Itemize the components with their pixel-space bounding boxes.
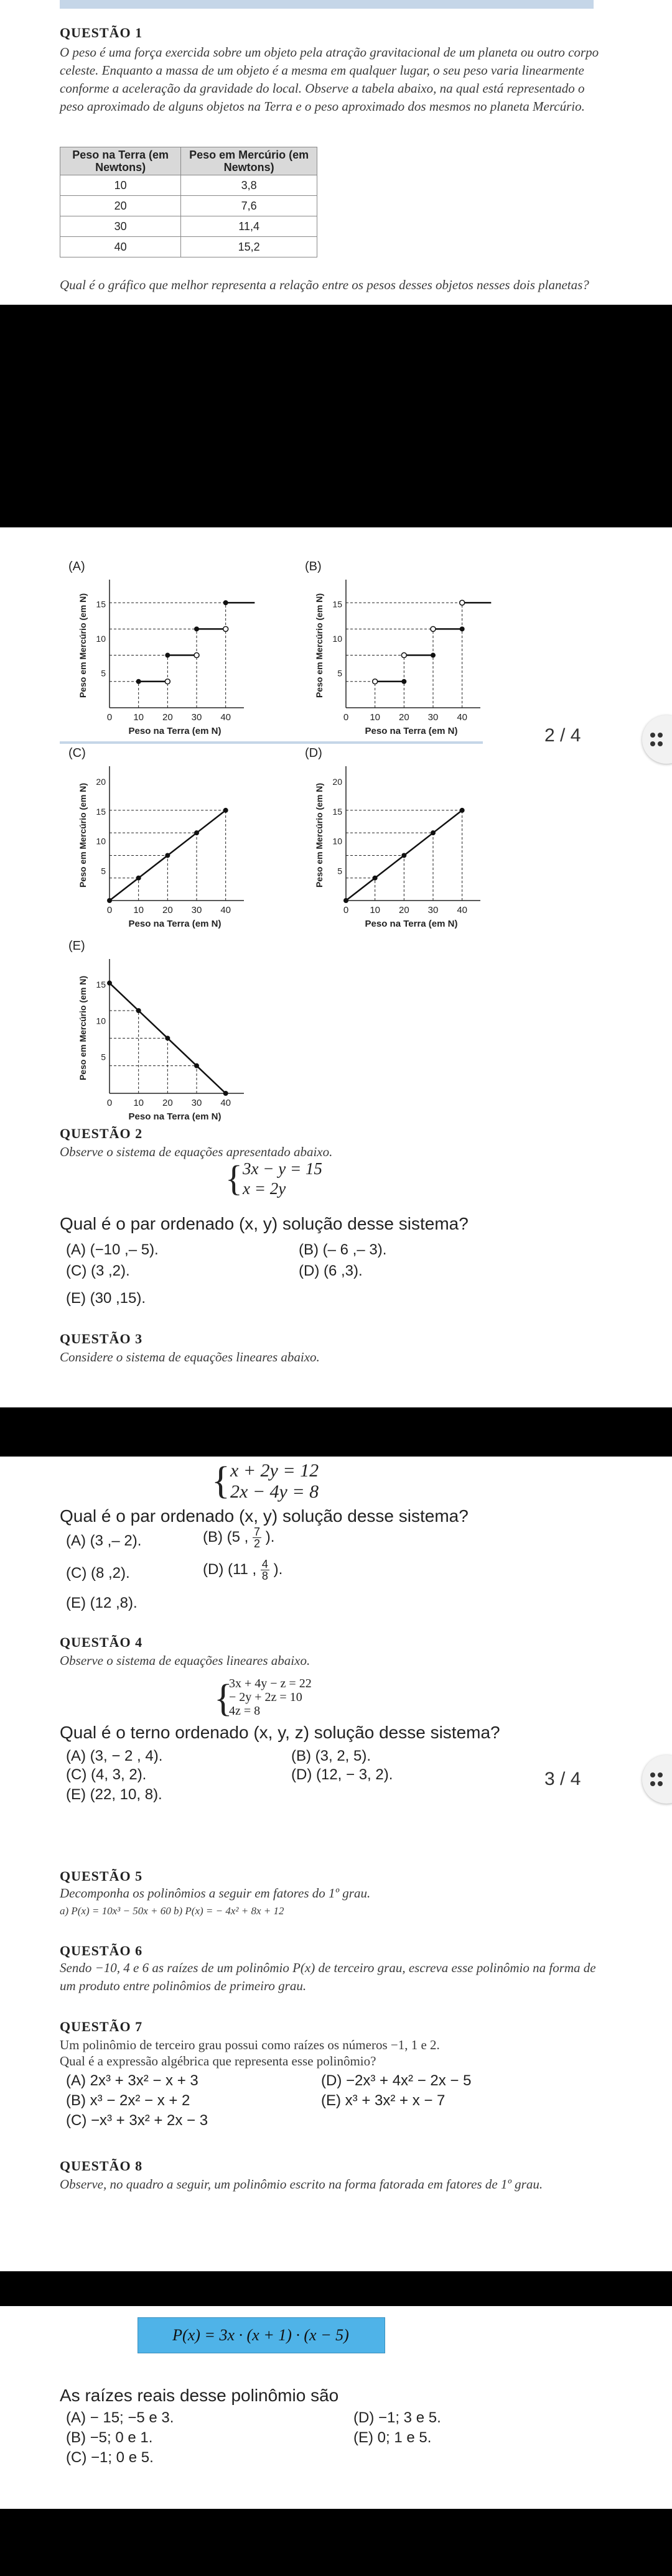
table-cell: 30 xyxy=(60,216,181,237)
graph-a xyxy=(60,565,284,745)
y-tick-label: 20 xyxy=(96,777,106,787)
data-point xyxy=(165,853,170,858)
table-row xyxy=(60,216,317,237)
x-tick-label: 40 xyxy=(457,905,468,915)
q3-option-a[interactable]: (A) (3 ,– 2). xyxy=(66,1532,142,1549)
table-cell: 7,6 xyxy=(181,196,317,216)
q2-option-d[interactable]: (D) (6 ,3). xyxy=(299,1263,363,1279)
graph-label-d: (D) xyxy=(305,746,322,760)
x-tick-label: 30 xyxy=(191,712,202,723)
q8-option-c[interactable]: (C) −1; 0 e 5. xyxy=(66,2449,154,2466)
closed-endpoint xyxy=(401,679,406,684)
q2-option-a[interactable]: (A) (−10 ,– 5). xyxy=(66,1241,159,1258)
x-tick-label: 10 xyxy=(133,905,144,915)
data-point xyxy=(460,808,465,813)
x-tick-label: 30 xyxy=(427,905,439,915)
q7-option-e[interactable]: (E) x³ + 3x² + x − 7 xyxy=(321,2092,446,2109)
y-tick-label: 5 xyxy=(337,866,342,876)
table-row xyxy=(60,175,317,196)
q7-option-a[interactable]: (A) 2x³ + 3x² − x + 3 xyxy=(66,2072,198,2089)
x-tick-label: 30 xyxy=(191,1098,202,1108)
data-point xyxy=(401,853,406,858)
x-axis-label: Peso na Terra (em N) xyxy=(365,919,458,929)
page-indicator: 2 / 4 xyxy=(544,725,581,746)
y-tick-label: 10 xyxy=(96,1016,106,1026)
table-header-mercury: Peso em Mercúrio (em Newtons) xyxy=(181,147,317,175)
x-tick-label: 30 xyxy=(427,712,439,723)
x-tick-label: 0 xyxy=(106,1098,113,1108)
x-tick-label: 0 xyxy=(343,712,349,723)
x-tick-label: 10 xyxy=(133,1098,144,1108)
closed-endpoint xyxy=(431,653,436,658)
q1-heading: QUESTÃO 1 xyxy=(60,25,143,40)
page-segment-1 xyxy=(0,0,672,305)
x-axis-label: Peso na Terra (em N) xyxy=(128,919,222,929)
q5-heading: QUESTÃO 5 xyxy=(60,1868,143,1884)
q4-eq1: 3x + 4y − z = 22 xyxy=(229,1677,312,1690)
table-header-earth: Peso na Terra (em Newtons) xyxy=(60,147,181,175)
y-axis-label: Peso em Mercúrio (em N) xyxy=(78,782,88,888)
q4-eq3: 4z = 8 xyxy=(229,1704,261,1718)
x-tick-label: 40 xyxy=(220,712,231,723)
data-point xyxy=(107,898,112,903)
q2-intro: Observe o sistema de equações apresentado abaixo. xyxy=(60,1144,333,1159)
q2-eq2: x = 2y xyxy=(243,1179,286,1198)
q3-option-c[interactable]: (C) (8 ,2). xyxy=(66,1565,130,1582)
weight-table xyxy=(60,147,317,257)
x-tick-label: 20 xyxy=(162,905,173,915)
data-point xyxy=(165,1035,170,1040)
q3-eq2: 2x − 4y = 8 xyxy=(230,1481,319,1502)
table-cell: 20 xyxy=(60,196,181,216)
y-tick-label: 10 xyxy=(96,836,106,846)
data-point xyxy=(107,981,112,986)
q3-option-b-fraction xyxy=(253,1526,261,1549)
q8-heading: QUESTÃO 8 xyxy=(60,2158,143,2174)
q8-text: Observe, no quadro a seguir, um polinômio escrito na forma fatorada em fatores de 1º grau. xyxy=(60,2177,543,2192)
q2-option-b[interactable]: (B) (– 6 ,– 3). xyxy=(299,1241,387,1258)
x-tick-label: 10 xyxy=(133,712,144,723)
page-indicator: 3 / 4 xyxy=(544,1769,581,1789)
y-tick-label: 5 xyxy=(101,866,106,876)
y-tick-label: 5 xyxy=(101,1052,106,1062)
closed-endpoint xyxy=(194,626,199,631)
data-point xyxy=(223,1091,228,1096)
q7-option-d[interactable]: (D) −2x³ + 4x² − 2x − 5 xyxy=(321,2072,472,2089)
page-segment-4 xyxy=(0,2306,672,2509)
x-tick-label: 10 xyxy=(370,712,381,723)
closed-endpoint xyxy=(136,679,141,684)
page-segment-2: (A) (B) (C) (D) (E) 0 10 20 30 40 15 10 5 Peso na Terra (em N) Peso em Mercúrio (em N) 0 10 20 30 40 15 10 5 Peso na Terra (em N) Peso em Mercúrio (em N) 0 10 20 30 40 20 15 10 5 Peso na Terra (em N) Peso em Mercúrio (em N) 0 10 20 30 40 20 15 10 5 Peso na Terra (em N) Peso em Mercúrio (em N) 0 10 20 30 40 15 10 5 Peso na Terra (em N) Peso em Mercúrio (em N) 2 / 4 QUESTÃO 2 Observe o sistema de equações apresentado abaixo. { 3x − y = 15 x = 2y Qual é o par ordenado (x, y) solução desse sistema? (A) (−10 ,– 5). (B) (– 6 ,– 3). (C) (3 ,2). (D) (6 ,3). (E) (30 ,15). QUESTÃO 3 Considere o sistema de equações lineares abaixo. xyxy=(0,527,672,1407)
q3-option-b[interactable] xyxy=(203,1526,274,1549)
q3-option-d-pre: (D) (11 , xyxy=(203,1560,257,1578)
open-endpoint xyxy=(165,679,170,684)
q1-question: Qual é o gráfico que melhor representa a relação entre os pesos desses objetos nesses dois planetas? xyxy=(60,277,589,292)
y-tick-label: 5 xyxy=(101,668,106,679)
q4-option-c[interactable]: (C) (4, 3, 2). xyxy=(66,1766,147,1783)
table-cell: 10 xyxy=(60,175,181,196)
table-cell: 15,2 xyxy=(181,237,317,257)
q2-heading: QUESTÃO 2 xyxy=(60,1126,143,1141)
q3-intro: Considere o sistema de equações lineares abaixo. xyxy=(60,1350,320,1364)
data-point xyxy=(431,830,436,835)
q8-option-d[interactable]: (D) −1; 3 e 5. xyxy=(353,2409,441,2426)
data-point xyxy=(343,898,348,903)
q8-option-b[interactable]: (B) −5; 0 e 1. xyxy=(66,2429,153,2446)
q4-eq2: − 2y + 2z = 10 xyxy=(229,1690,302,1704)
data-point xyxy=(223,808,228,813)
data-point xyxy=(136,876,141,881)
open-endpoint xyxy=(431,626,436,631)
q4-option-a[interactable]: (A) (3, − 2 , 4). xyxy=(66,1748,163,1764)
q3-option-d[interactable] xyxy=(203,1559,282,1582)
q3-heading: QUESTÃO 3 xyxy=(60,1331,143,1346)
open-endpoint xyxy=(460,600,465,605)
y-axis-label: Peso em Mercúrio (em N) xyxy=(314,593,324,698)
y-axis-label: Peso em Mercúrio (em N) xyxy=(78,593,88,698)
table-cell: 11,4 xyxy=(181,216,317,237)
q2-eq1: 3x − y = 15 xyxy=(243,1159,322,1178)
q8-option-a[interactable]: (A) − 15; −5 e 3. xyxy=(66,2409,174,2426)
table-cell: 40 xyxy=(60,237,181,257)
q8-formula: P(x) = 3x · (x + 1) · (x − 5) xyxy=(172,2326,349,2344)
q5-items: a) P(x) = 10x³ − 50x + 60 b) P(x) = − 4x² + 8x + 12 xyxy=(60,1905,284,1917)
table-row xyxy=(60,196,317,216)
x-tick-label: 20 xyxy=(398,712,409,723)
q5-text: Decomponha os polinômios a seguir em fatores do 1º grau. xyxy=(60,1886,371,1901)
data-point xyxy=(194,1063,199,1068)
q3-eq1: x + 2y = 12 xyxy=(230,1460,319,1481)
x-tick-label: 20 xyxy=(398,905,409,915)
y-tick-label: 15 xyxy=(332,599,342,609)
y-tick-label: 10 xyxy=(96,633,106,644)
y-tick-label: 15 xyxy=(96,806,106,817)
table-cell: 3,8 xyxy=(181,175,317,196)
x-tick-label: 40 xyxy=(457,712,468,723)
y-axis-label: Peso em Mercúrio (em N) xyxy=(78,975,88,1081)
x-tick-label: 10 xyxy=(370,905,381,915)
q4-question: Qual é o terno ordenado (x, y, z) solução desse sistema? xyxy=(60,1723,500,1742)
y-tick-label: 15 xyxy=(96,980,106,989)
top-accent-bar xyxy=(60,0,594,9)
q7-heading: QUESTÃO 7 xyxy=(60,2019,143,2034)
open-endpoint xyxy=(401,653,406,658)
q4-intro: Observe o sistema de equações lineares abaixo. xyxy=(60,1653,310,1668)
more-options-button[interactable] xyxy=(642,1755,672,1804)
closed-endpoint xyxy=(460,626,465,631)
x-tick-label: 20 xyxy=(162,1098,173,1108)
x-tick-label: 20 xyxy=(162,712,173,723)
x-tick-label: 40 xyxy=(220,1098,231,1108)
closed-endpoint xyxy=(223,600,228,605)
q6-text: Sendo −10, 4 e 6 as raízes de um polinômio P(x) de terceiro grau, escreva esse polinômio na forma de um produto entre polinômios de primeiro grau. xyxy=(60,1960,596,1993)
y-axis-label: Peso em Mercúrio (em N) xyxy=(314,782,324,888)
data-point xyxy=(194,830,199,835)
x-tick-label: 0 xyxy=(106,712,113,723)
x-tick-label: 40 xyxy=(220,905,231,915)
q4-option-d[interactable]: (D) (12, − 3, 2). xyxy=(291,1766,393,1783)
q2-option-e[interactable]: (E) (30 ,15). xyxy=(66,1290,146,1307)
open-endpoint xyxy=(194,653,199,658)
y-tick-label: 20 xyxy=(332,777,342,787)
y-tick-label: 10 xyxy=(332,836,342,846)
graph-c xyxy=(60,751,284,938)
q2-question: Qual é o par ordenado (x, y) solução desse sistema? xyxy=(60,1214,469,1233)
q8-option-e[interactable]: (E) 0; 1 e 5. xyxy=(353,2429,432,2446)
open-endpoint xyxy=(373,679,378,684)
open-endpoint xyxy=(223,626,228,631)
q4-option-e[interactable]: (E) (22, 10, 8). xyxy=(66,1786,162,1803)
graph-d xyxy=(296,751,520,938)
q2-option-c[interactable]: (C) (3 ,2). xyxy=(66,1263,130,1279)
table-row xyxy=(60,237,317,257)
y-tick-label: 15 xyxy=(332,806,342,817)
q3-option-e[interactable]: (E) (12 ,8). xyxy=(66,1595,138,1611)
q7-option-c[interactable]: (C) −x³ + 3x² + 2x − 3 xyxy=(66,2112,208,2129)
q7-line2: Qual é a expressão algébrica que representa esse polinômio? xyxy=(60,2054,376,2069)
x-tick-label: 0 xyxy=(343,905,349,915)
y-tick-label: 15 xyxy=(96,599,106,609)
graph-e xyxy=(60,944,284,1131)
page-segment-3: { x + 2y = 12 2x − 4y = 8 Qual é o par ordenado (x, y) solução desse sistema? (A) (3 ,– 2). (B) (5 , $\frac{7}{2}$ ). (C) (8 ,2). (D) (11 , $\frac{4}{8}$ ). (E) (12 ,8). QUESTÃO 4 Observe o sistema de equações lineares abaixo. { 3x + 4y − z = 22 − 2y + 2z = 10 4z = 8 Qual é o terno ordenado (x, y, z) solução desse sistema? (A) (3, − 2 , 4). (B) (3, 2, 5). (C) (4, 3, 2). (D) (12, − 3, 2). (E) (22, 10, 8). 3 / 4 QUESTÃO 5 Decomponha os polinômios a seguir em fatores do 1º grau. a) P(x) = 10x³ − 50x + 60 b) P(x) = − 4x² + 8x + 12 QUESTÃO 6 Sendo −10, 4 e 6 as raízes de um polinômio P(x) de terceiro grau, escreva esse polinômio na forma de um produto entre polinômios de primeiro grau. QUESTÃO 7 Um polinômio de terceiro grau possui como raízes os números −1, 1 e 2. Qual é a expressão algébrica que representa esse polinômio? (A) 2x³ + 3x² − x + 3 (D) −2x³ + 4x² − 2x − 5 (B) x³ − 2x² − x + 2 (E) x³ + 3x² + x − 7 (C) −x³ + 3x² + 2x − 3 QUESTÃO 8 Observe, no quadro a seguir, um polinômio escrito na forma fatorada em fatores de 1º grau. xyxy=(0,1457,672,2271)
q1-text: O peso é uma força exercida sobre um objeto pela atração gravitacional de um planeta ou outro corpo celeste. Enquanto a massa de um objeto é a mesma em qualquer lugar, o seu peso varia linearmente conforme a aceleração da gravidade do local. Observe a tabela abaixo, na qual está representado o peso aproximado de alguns objetos na Terra e o peso aproximado dos mesmos no planeta Mercúrio. xyxy=(60,45,599,114)
q3-option-b-post: ). xyxy=(265,1528,275,1545)
graph-label-c: (C) xyxy=(68,746,86,760)
x-axis-label: Peso na Terra (em N) xyxy=(128,1111,222,1122)
graph-label-e: (E) xyxy=(68,939,85,953)
closed-endpoint xyxy=(165,653,170,658)
q4-option-b[interactable]: (B) (3, 2, 5). xyxy=(291,1748,371,1764)
y-tick-label: 5 xyxy=(337,668,342,679)
q3-option-d-post: ). xyxy=(273,1560,283,1578)
fraction-numerator: 7 xyxy=(254,1526,261,1538)
q7-option-b[interactable]: (B) x³ − 2x² − x + 2 xyxy=(66,2092,190,2109)
x-tick-label: 0 xyxy=(106,905,113,915)
fraction-denominator: 2 xyxy=(254,1537,261,1550)
graph-label-a: (A) xyxy=(68,560,85,573)
data-point xyxy=(136,1008,141,1013)
y-tick-label: 10 xyxy=(332,633,342,644)
fraction-numerator: 4 xyxy=(261,1558,268,1570)
x-axis-label: Peso na Terra (em N) xyxy=(365,726,458,736)
more-options-button[interactable] xyxy=(642,715,672,764)
x-axis-label: Peso na Terra (em N) xyxy=(128,726,222,736)
q4-heading: QUESTÃO 4 xyxy=(60,1634,143,1650)
q6-heading: QUESTÃO 6 xyxy=(60,1943,143,1958)
graph-b xyxy=(296,565,520,745)
fraction-denominator: 8 xyxy=(261,1570,268,1582)
x-tick-label: 30 xyxy=(191,905,202,915)
q7-line1: Um polinômio de terceiro grau possui como raízes os números −1, 1 e 2. xyxy=(60,2037,440,2052)
q3-question: Qual é o par ordenado (x, y) solução desse sistema? xyxy=(60,1506,469,1526)
graph-label-b: (B) xyxy=(305,560,322,573)
q8-question: As raízes reais desse polinômio são xyxy=(60,2386,339,2405)
q3-option-b-pre: (B) (5 , xyxy=(203,1528,249,1545)
data-point xyxy=(373,876,378,881)
q3-option-d-fraction xyxy=(261,1559,269,1582)
